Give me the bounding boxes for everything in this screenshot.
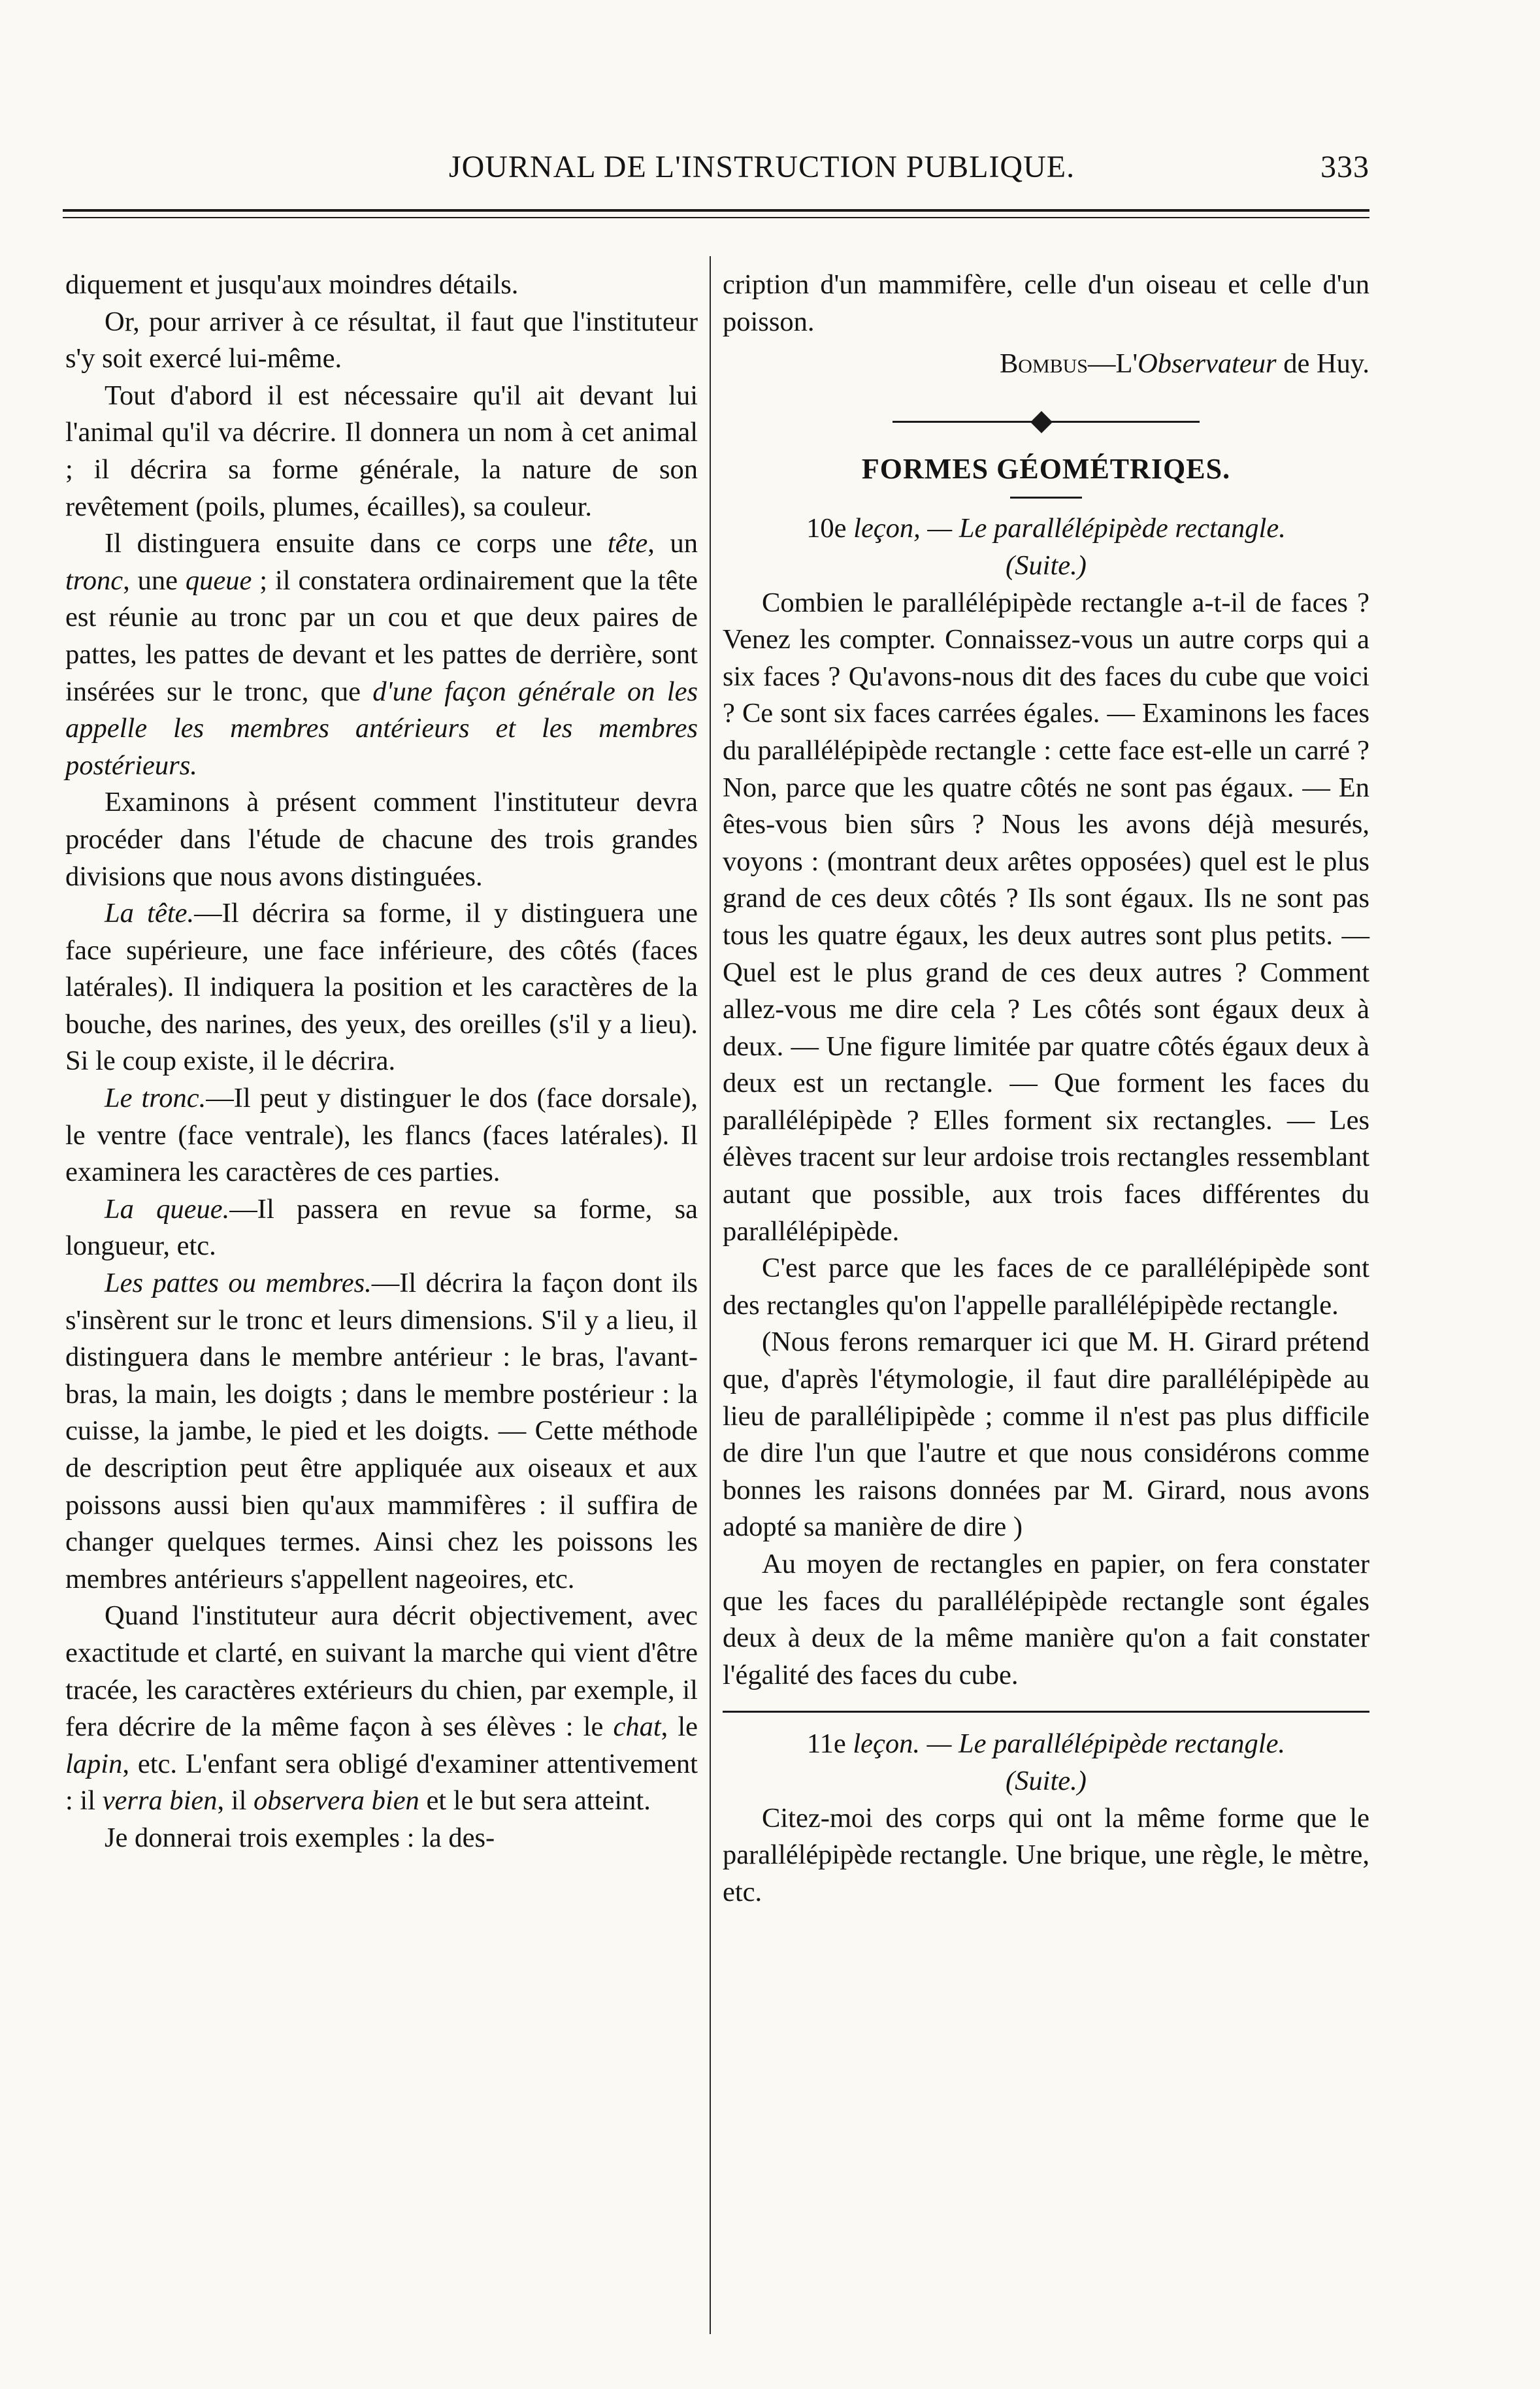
text-run: Quand l'instituteur aura décrit objectivement, avec exactitude et clarté, en suivant la marche qui vient d'être tracée, les caractères extérieurs du chien, par exemple, il fera décrire de la même façon à ses élèves : le [65,1600,698,1743]
section-rule [1010,497,1082,499]
text-run: , etc. L'enfant sera obligé d'examiner attentivement : il [65,1748,698,1817]
byline-place: de Huy. [1276,348,1369,380]
lesson-heading-10 [723,510,1369,548]
term-tete: tête [607,528,648,559]
text-run: —Il décrira sa forme, il y distinguera une face supérieure, une face inférieure, des côtés (faces latérales). Il indiquera la position et les caractères de la bouche, des narines, des yeux, des oreilles (s'il y a lieu). Si le coup existe, il le décrira. [65,898,698,1077]
paragraph [65,1265,698,1598]
term-lapin: lapin [65,1748,123,1779]
paragraph: Combien le parallélépipède rectangle a-t-il de faces ? Venez les compter. Connaissez-vous un autre corps qui a six faces ? Qu'avons-nous dit des faces du cube que voici ? Ce sont six faces carrées égales. — Examinons les faces du parallélépipède rectangle : cette face est-elle un carré ? Non, parce que les quatre côtés ne sont pas égaux. — En êtes-vous bien sûrs ? Nous les avons déjà mesurés, voyons : (montrant deux arêtes opposées) quel est le plus grand de ces deux côtés ? Ils sont égaux. Ils ne sont pas tous les quatre égaux, les deux autres sont plus petits. — Quel est le plus grand de ces deux autres ? Comment allez-vous me dire cela ? Les côtés sont égaux deux à deux. — Une figure limitée par quatre côtés égaux deux à deux est un rectangle. — Que forment les faces du parallélépipède ? Elles forment six rectangles. — Les élèves tracent sur leur ardoise trois rectangles ressemblant autant que possible, aux trois faces différentes du parallélépipède. [723,587,1369,1247]
text-run: —Il passera en revue sa forme, sa longueur, etc. [65,1193,698,1262]
left-column [65,267,698,1857]
lesson-heading-11 [723,1726,1369,1763]
lesson-title: leçon. — Le parallélépipède rectangle. [845,1728,1286,1760]
lesson-suite: (Suite.) [1006,550,1087,581]
running-title: JOURNAL DE L'INSTRUCTION PUBLIQUE. [448,150,1075,184]
text-run: et le but sera atteint. [419,1785,651,1817]
paragraph: diquement et jusqu'aux moindres détails. [65,269,519,300]
paragraph: (Nous ferons remarquer ici que M. H. Girard prétend que, d'après l'étymologie, il faut dire parallélépipède au lieu de parallélipipède ; comme il n'est pas plus difficile de dire l'un que l'autre et que nous considérons comme bonnes les raisons données par M. Girard, nous avons adopté sa manière de dire ) [723,1326,1369,1543]
paragraph: cription d'un mammifère, celle d'un oiseau et celle d'un poisson. [723,269,1369,337]
subhead-membres: Les pattes ou membres. [105,1268,372,1299]
lesson-rule [723,1711,1369,1713]
text-run: Il distinguera ensuite dans ce corps une [105,528,608,559]
text-run: , le [661,1711,698,1743]
lesson-number: 11e [806,1728,846,1760]
subhead-tronc: Le tronc. [105,1083,206,1114]
paragraph [65,1191,698,1265]
column-divider [710,256,711,2334]
paragraph [65,1598,698,1820]
section-ornament [723,399,1369,444]
text-run: —Il peut y distinguer le dos (face dorsale), le ventre (face ventrale), les flancs (faces latérales). Il examinera les caractères de ces parties. [65,1083,698,1188]
paragraph: Examinons à présent comment l'instituteur devra procéder dans l'étude de chacune des trois grandes divisions que nous avons distinguées. [65,787,698,892]
byline [723,346,1369,383]
paragraph: Au moyen de rectangles en papier, on fera constater que les faces du parallélépipède rectangle sont égales deux à deux de la même manière qu'on a fait constater l'égalité des faces du cube. [723,1549,1369,1690]
paragraph: Tout d'abord il est nécessaire qu'il ait devant lui l'animal qu'il va décrire. Il donnera un nom à cet animal ; il décrira sa forme générale, la nature de son revêtement (poils, plumes, écailles), sa couleur. [65,380,698,522]
paragraph [65,525,698,784]
term-chat: chat [613,1711,661,1743]
right-column [723,267,1369,1911]
header-rule-thick [63,209,1369,212]
byline-source: Observateur [1138,348,1277,380]
header-rule-thin [63,217,1369,218]
lesson-title: leçon, — Le parallélépipède rectangle. [846,513,1286,544]
paragraph: Citez-moi des corps qui ont la même forme que le parallélépipède rectangle. Une brique, une règle, le mètre, etc. [723,1802,1369,1907]
term-verra-bien: verra bien [102,1785,218,1817]
italic-run: d'une façon générale on les appelle les membres antérieurs et les membres postérieurs. [65,676,698,781]
text-run: ; il constatera ordinairement que la tête est réunie au tronc par un cou et que deux paires de pattes, les pattes de devant et les pattes de derrière, sont insérées sur le tronc, que [65,565,698,707]
paragraph: C'est parce que les faces de ce parallélépipède sont des rectangles qu'on l'appelle parallélépipède rectangle. [723,1253,1369,1321]
term-queue: queue [185,565,252,596]
term-tronc: tronc [65,565,123,596]
text-run: , il [217,1785,254,1817]
byline-sep: —L' [1087,348,1138,380]
lesson-number: 10e [806,513,847,544]
ornament-diamond-icon [1030,411,1053,433]
text-run: —Il décrira la façon dont ils s'insèrent sur le tronc et leurs dimensions. S'il y a lieu, il distinguera dans le membre antérieur : le bras, l'avant-bras, la main, les doigts ; dans le membre postérieur : la cuisse, la jambe, le pied et les doigts. — Cette méthode de description peut être appliquée aux oiseaux et aux poissons aussi bien qu'aux mammifères : il suffira de changer quelques termes. Ainsi chez les poissons les membres antérieurs s'appellent nageoires, etc. [65,1268,698,1594]
text-run: , une [123,565,186,596]
lesson-suite: (Suite.) [1006,1765,1087,1796]
paragraph [65,1080,698,1191]
term-observera-bien: observera bien [254,1785,419,1817]
byline-author: Bombus [999,348,1088,380]
paragraph: Or, pour arriver à ce résultat, il faut que l'instituteur s'y soit exercé lui-même. [65,306,698,374]
page-number: 333 [1320,150,1369,184]
subhead-queue: La queue. [105,1193,230,1225]
paragraph [65,895,698,1080]
subhead-tete: La tête. [105,898,195,929]
text-run: , un [647,528,698,559]
section-title: FORMES GÉOMÉTRIQES. [861,452,1231,485]
running-header [63,149,1369,195]
paragraph: Je donnerai trois exemples : la des- [105,1822,495,1853]
